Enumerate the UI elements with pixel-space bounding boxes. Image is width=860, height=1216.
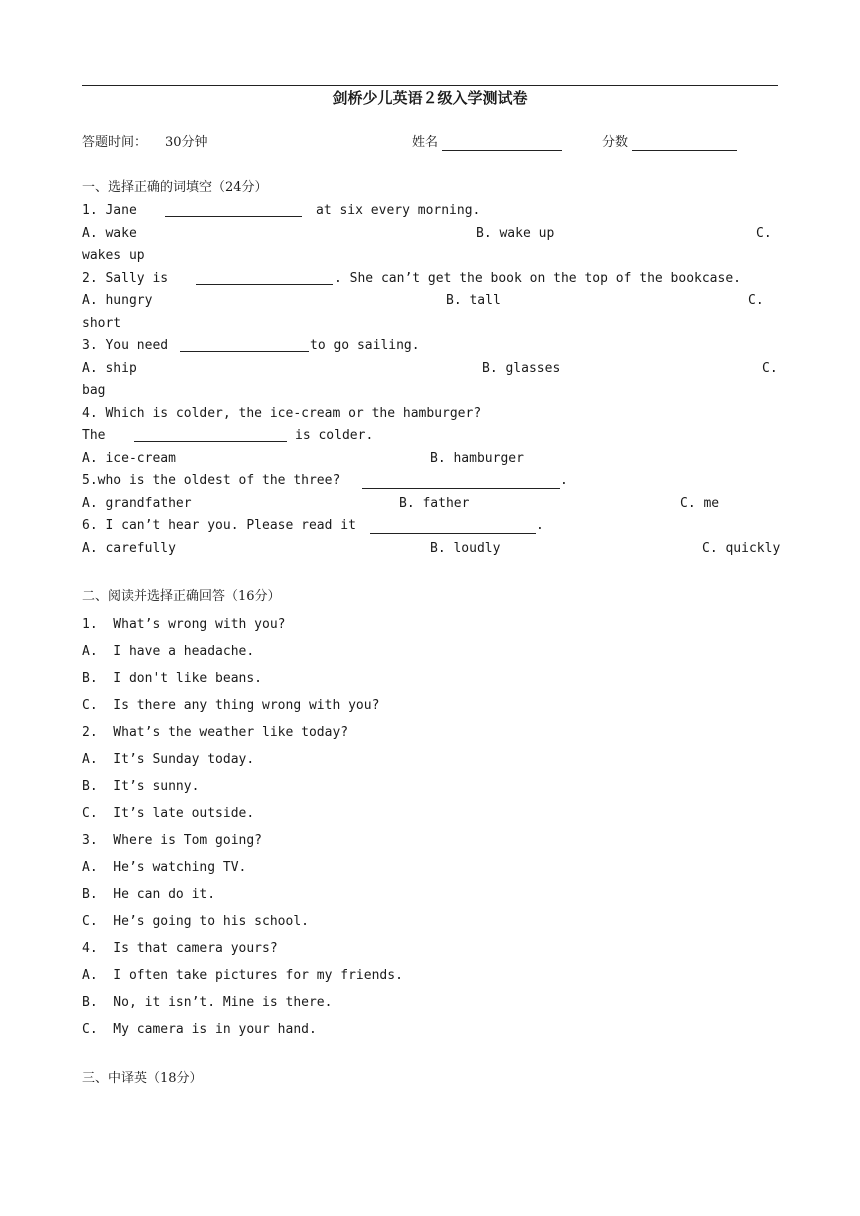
s2-line: 1. What’s wrong with you?	[82, 617, 286, 632]
q5-blank[interactable]	[362, 488, 560, 489]
q6-text-post: .	[536, 518, 544, 533]
section2-heading: 二、阅读并选择正确回答（16分）	[82, 589, 281, 604]
q6-blank[interactable]	[370, 533, 536, 534]
q2-option-c-text: short	[82, 316, 122, 331]
q4-question: 4. Which is colder, the ice-cream or the hamburger?	[82, 406, 482, 421]
q5-option-c: C. me	[680, 496, 720, 511]
q6-text-pre: 6. I can’t hear you. Please read it	[82, 518, 356, 533]
time-label: 答题时间：	[82, 135, 148, 150]
s2-line: A. It’s Sunday today.	[82, 752, 255, 767]
s2-line: B. It’s sunny.	[82, 779, 200, 794]
q2-text-post: . She can’t get the book on the top of the bookcase.	[334, 271, 741, 286]
q2-text-pre: 2. Sally is	[82, 271, 169, 286]
q4-option-b: B. hamburger	[430, 451, 524, 466]
q3-blank[interactable]	[180, 351, 309, 352]
q5-text-post: .	[560, 473, 568, 488]
q4-option-a: A. ice-cream	[82, 451, 176, 466]
q1-option-b: B. wake up	[476, 226, 555, 241]
name-blank[interactable]	[442, 150, 562, 151]
s2-line: B. No, it isn’t. Mine is there.	[82, 995, 333, 1010]
q6-option-a: A. carefully	[82, 541, 176, 556]
s2-line: B. He can do it.	[82, 887, 216, 902]
q3-option-b: B. glasses	[482, 361, 561, 376]
q6-option-c: C. quickly	[702, 541, 781, 556]
s2-line: C. My camera is in your hand.	[82, 1022, 317, 1037]
q3-option-c: C.	[762, 361, 778, 376]
q1-text-post: at six every morning.	[316, 203, 481, 218]
q5-text-pre: 5.who is the oldest of the three?	[82, 473, 341, 488]
q6-option-b: B. loudly	[430, 541, 501, 556]
score-label: 分数	[602, 135, 629, 150]
q1-option-c: C.	[756, 226, 772, 241]
q5-option-a: A. grandfather	[82, 496, 192, 511]
score-blank[interactable]	[632, 150, 737, 151]
s2-line: C. He’s going to his school.	[82, 914, 309, 929]
q1-blank[interactable]	[165, 216, 302, 217]
s2-line: 2. What’s the weather like today?	[82, 725, 349, 740]
time-value: 30分钟	[165, 135, 208, 150]
q2-option-c: C.	[748, 293, 764, 308]
q5-option-b: B. father	[399, 496, 470, 511]
s2-line: C. Is there any thing wrong with you?	[82, 698, 380, 713]
s2-line: C. It’s late outside.	[82, 806, 255, 821]
section3-heading: 三、中译英（18分）	[82, 1071, 203, 1086]
q1-option-c-text: wakes up	[82, 248, 145, 263]
name-label: 姓名	[412, 135, 439, 150]
q4-text-post: is colder.	[295, 428, 374, 443]
q2-option-b: B. tall	[446, 293, 501, 308]
s2-line: 4. Is that camera yours?	[82, 941, 278, 956]
s2-line: A. I often take pictures for my friends.	[82, 968, 403, 983]
q3-text-post: to go sailing.	[310, 338, 420, 353]
s2-line: B. I don't like beans.	[82, 671, 263, 686]
s2-line: A. He’s watching TV.	[82, 860, 247, 875]
s2-line: A. I have a headache.	[82, 644, 255, 659]
q1-text-pre: 1. Jane	[82, 203, 137, 218]
q3-option-a: A. ship	[82, 361, 137, 376]
section1-heading: 一、选择正确的词填空（24分）	[82, 180, 268, 195]
page-title: 剑桥少儿英语２级入学测试卷	[332, 89, 528, 107]
top-rule	[82, 85, 778, 86]
q2-option-a: A. hungry	[82, 293, 153, 308]
q4-text-pre: The	[82, 428, 106, 443]
q2-blank[interactable]	[196, 284, 333, 285]
s2-line: 3. Where is Tom going?	[82, 833, 263, 848]
q3-option-c-text: bag	[82, 383, 106, 398]
q3-text-pre: 3. You need	[82, 338, 169, 353]
q4-blank[interactable]	[134, 441, 287, 442]
q1-option-a: A. wake	[82, 226, 137, 241]
